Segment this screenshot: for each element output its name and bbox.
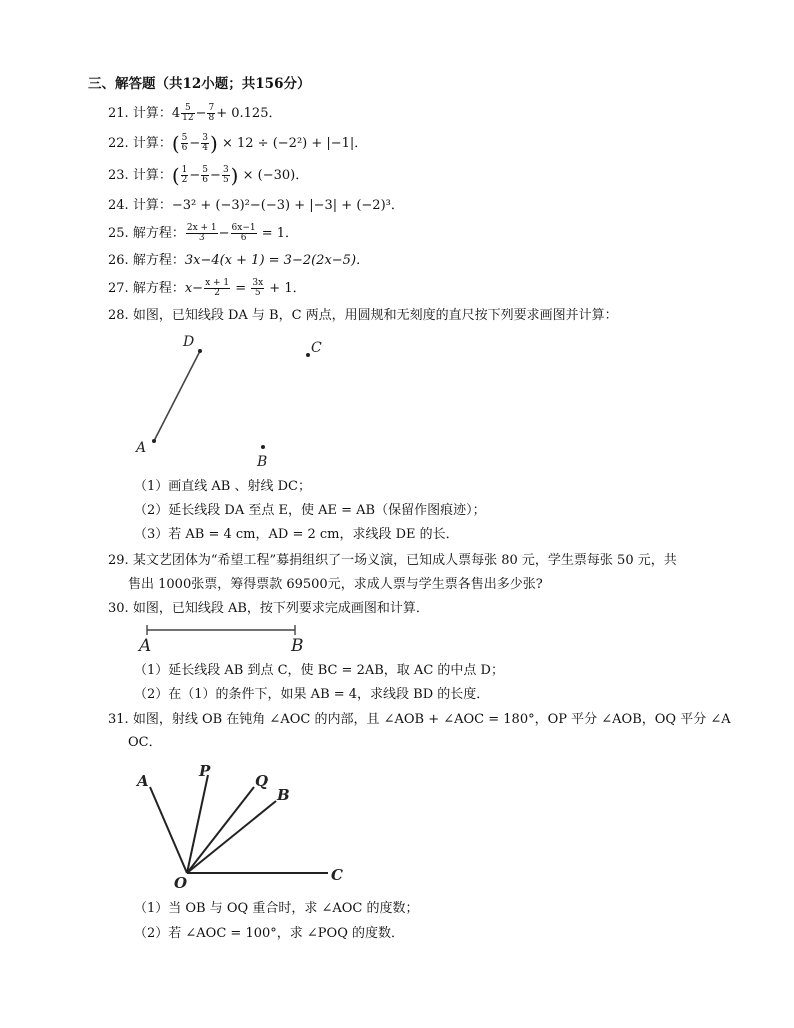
section-title: 三、解答题（共12小题；共156分）: [88, 76, 311, 92]
segment-da: [154, 351, 200, 441]
expr-part: + 0.125．: [216, 106, 282, 121]
label-b: B: [257, 454, 268, 470]
question-number: 21.: [108, 106, 129, 121]
label-c: C: [311, 340, 322, 356]
label-q: Q: [255, 772, 269, 790]
expr-part: x−: [184, 281, 204, 296]
question-lead: 解方程：: [132, 226, 185, 241]
fraction: $\frac{5}{6}$: [202, 165, 209, 185]
fraction: $\frac{3}{4}$: [202, 133, 209, 153]
q30-part-2: （2）在（1）的条件下，如果 AB = 4，求线段 BD 的长度．: [134, 687, 490, 702]
question-25: [108, 224, 298, 243]
question-number: 30.: [108, 601, 129, 616]
question-lead: 计算：: [132, 168, 172, 183]
label-a: A: [137, 772, 149, 790]
question-text: 如图，已知线段 DA 与 B，C 两点，用圆规和无刻度的直尺按下列要求画图并计算：: [132, 308, 618, 323]
question-30: [108, 600, 429, 618]
fraction: $\frac{1}{2}$: [181, 165, 188, 185]
figure-30: [135, 620, 325, 656]
point-a: [152, 439, 156, 443]
question-number: 24.: [108, 198, 129, 213]
figure-31: [130, 755, 360, 895]
expression: −3² + (−3)²−(−3) + |−3| + (−2)³．: [171, 198, 404, 213]
fraction: $\frac{3}{5}$: [222, 165, 229, 185]
label-d: D: [183, 334, 195, 350]
label-b: B: [291, 636, 304, 656]
question-number: 31.: [108, 712, 129, 727]
question-number: 26.: [108, 253, 129, 268]
expr-tail: × 12 ÷ (−2²) + |−1|．: [221, 136, 368, 151]
fraction: $\frac{6x-1}{6}$: [231, 223, 256, 243]
q31-part-2: （2）若 ∠AOC = 100°，求 ∠POQ 的度数．: [134, 926, 404, 941]
q30-part-1: （1）延长线段 AB 到点 C，使 BC = 2AB，取 AC 的中点 D；: [134, 663, 504, 678]
question-text: 如图，已知线段 AB，按下列要求完成画图和计算．: [132, 601, 429, 616]
question-number: 22.: [108, 136, 129, 151]
expression: 3x−4(x + 1) = 3−2(2x−5)．: [184, 253, 370, 268]
question-21: [108, 104, 281, 123]
label-a: A: [136, 440, 147, 456]
question-lead: 计算：: [132, 106, 172, 121]
question-lead: 解方程：: [132, 281, 185, 296]
label-o: O: [174, 874, 188, 892]
question-text-line1: 某文艺团体为“希望工程”募捐组织了一场义演，已知成人票每张 80 元，学生票每张 50 元，共: [132, 553, 677, 568]
question-22: 22. 计算：( $\frac{5}{6}$ − $\frac{3}{4}$ ) × 12 ÷ (−2²) + |−1|．: [108, 131, 368, 156]
label-p: P: [199, 762, 211, 780]
fraction: $\frac{5}{12}$: [182, 103, 194, 123]
q28-part-1: （1）画直线 AB 、射线 DC；: [134, 479, 311, 494]
question-number: 23.: [108, 168, 129, 183]
minus-sign: −: [189, 136, 201, 151]
minus-sign: −: [189, 168, 201, 183]
question-number: 28.: [108, 308, 129, 323]
expr-tail: = 1．: [261, 226, 299, 241]
expr-part: 4: [171, 106, 181, 121]
expr-part: −: [195, 106, 207, 121]
label-a: A: [139, 636, 152, 656]
label-c: C: [331, 866, 343, 884]
point-b: [261, 445, 265, 449]
expr-tail: × (−30)．: [242, 168, 309, 183]
question-26: [108, 252, 369, 270]
ray-oa: [150, 787, 187, 873]
question-29-line2: 售出 1000张票，筹得票款 69500元，求成人票与学生票各售出多少张?: [128, 577, 543, 592]
point-d: [198, 349, 202, 353]
question-31: [108, 711, 731, 729]
question-number: 29.: [108, 553, 129, 568]
question-27: [108, 279, 306, 298]
equals-sign: =: [235, 281, 247, 296]
question-28: [108, 307, 618, 325]
point-c: [306, 353, 310, 357]
fraction: $\frac{2x + 1}{3}$: [186, 223, 217, 243]
minus-sign: −: [210, 168, 221, 183]
question-text-line1: 如图，射线 OB 在钝角 ∠AOC 的内部，且 ∠AOB + ∠AOC = 180°，OP 平分 ∠AOB，OQ 平分 ∠A: [132, 712, 731, 727]
question-lead: 计算：: [132, 198, 172, 213]
question-24: [108, 197, 404, 215]
q28-part-3: （3）若 AB = 4 cm，AD = 2 cm，求线段 DE 的长．: [134, 527, 459, 542]
question-31-line2: OC．: [128, 735, 162, 750]
figure-28: [130, 328, 340, 473]
question-23: 23. 计算：( $\frac{1}{2}$ − $\frac{5}{6}$ − $\frac{3}{5}$ ) × (−30)．: [108, 163, 309, 188]
fraction: $\frac{5}{6}$: [181, 133, 188, 153]
q31-part-1: （1）当 OB 与 OQ 重合时，求 ∠AOC 的度数；: [134, 901, 419, 916]
fraction: $\frac{7}{8}$: [208, 103, 215, 123]
fraction: $\frac{3x}{5}$: [252, 278, 264, 298]
question-number: 27.: [108, 281, 129, 296]
q28-part-2: （2）延长线段 DA 至点 E，使 AE = AB（保留作图痕迹）；: [134, 503, 486, 518]
question-number: 25.: [108, 226, 129, 241]
label-b: B: [277, 786, 290, 804]
minus-sign: −: [218, 226, 230, 241]
question-lead: 计算：: [132, 136, 172, 151]
expr-tail: + 1．: [269, 281, 306, 296]
question-lead: 解方程：: [132, 253, 185, 268]
fraction: $\frac{x + 1}{2}$: [205, 278, 230, 298]
question-29: [108, 552, 677, 570]
